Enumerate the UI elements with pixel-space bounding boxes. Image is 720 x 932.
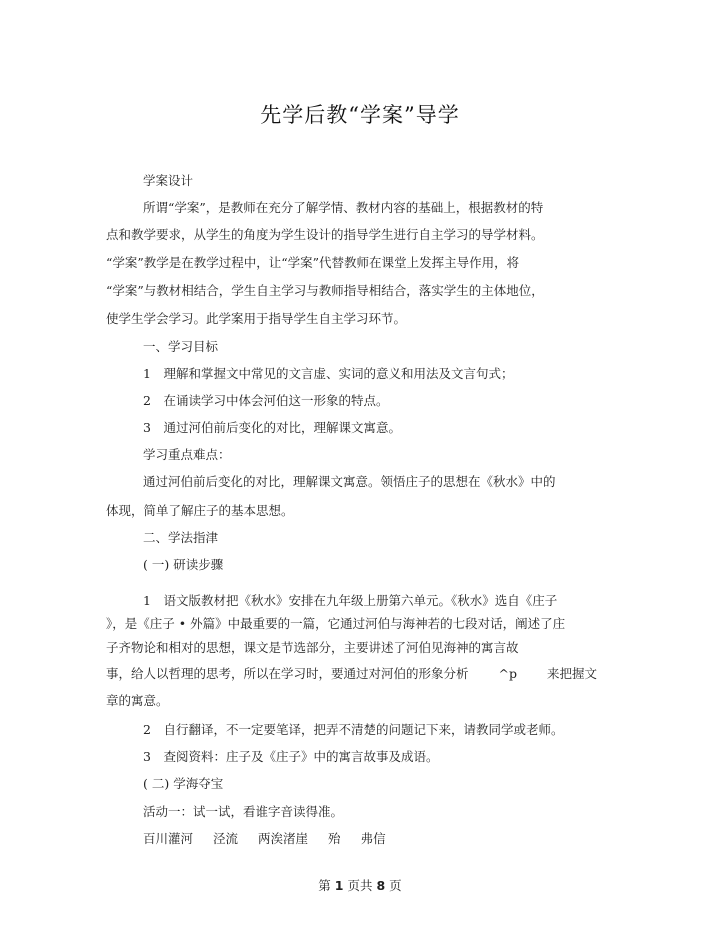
word-item: 弗信 — [360, 831, 386, 846]
word-item: 殆 — [328, 831, 341, 846]
activity-one: 活动一：试一试，看谁字音读得准。 — [143, 804, 344, 819]
section-heading-goals: 一、学习目标 — [143, 339, 219, 354]
step-item-3: 3 查阅资料：庄子及《庄子》中的寓言故事及成语。 — [143, 749, 439, 764]
step-item-2: 2 自行翻译，不一定要笔译，把弄不清楚的问题记下来，请教同学或老师。 — [143, 722, 564, 737]
paragraph-line: 体现，简单了解庄子的基本思想。 — [106, 503, 294, 518]
document-title: 先学后教“学案”导学 — [260, 103, 460, 127]
goal-item-3: 3 通过河伯前后变化的对比，理解课文寓意。 — [143, 420, 401, 435]
stray-marker: ^p — [498, 666, 517, 681]
word-item: 泾流 — [213, 831, 239, 846]
word-item: 百川灌河 — [143, 831, 194, 846]
paragraph-line: 子齐物论和相对的思想，课文是节选部分，主要讲述了河伯见海神的寓言故 — [106, 640, 519, 655]
total-page-count: 8 — [376, 878, 386, 893]
line-text: 来把握文 — [547, 666, 598, 681]
goal-item-2: 2 在诵读学习中体会河伯这一形象的特点。 — [143, 393, 389, 408]
footer-text: 页共 — [347, 878, 373, 893]
subheading-study-steps: ( 一) 研读步骤 — [143, 557, 224, 572]
section-heading-design: 学案设计 — [143, 173, 194, 188]
paragraph-line: 通过河伯前后变化的对比，理解课文寓意。领悟庄子的思想在《秋水》中的 — [143, 474, 556, 489]
goal-item-1: 1 理解和掌握文中常见的文言虚、实词的意义和用法及文言句式； — [143, 366, 514, 381]
line-text: 事，给人以哲理的思考，所以在学习时，要通过对河伯的形象分析 — [106, 666, 469, 681]
paragraph-line: 》，是《庄子 • 外篇》中最重要的一篇，它通过河伯与海神若的七段对话，阐述了庄 — [106, 616, 566, 631]
paragraph-line: 使学生学会学习。此学案用于指导学生自主学习环节。 — [106, 311, 407, 326]
page-footer — [0, 876, 720, 894]
section-heading-methods: 二、学法指津 — [143, 530, 219, 545]
step-item-1: 1 语文版教材把《秋水》安排在九年级上册第六单元。《秋水》选自《庄子 — [143, 593, 558, 608]
footer-text: 第 — [318, 878, 331, 893]
current-page-number: 1 — [334, 878, 344, 893]
pronunciation-word-list — [143, 831, 386, 847]
paragraph-line: 点和教学要求，从学生的角度为学生设计的指导学生进行自主学习的导学材料。 — [106, 227, 544, 242]
paragraph-line — [106, 666, 597, 682]
subheading-key-points: 学习重点难点： — [143, 447, 231, 462]
word-item: 两涘渚崖 — [258, 831, 309, 846]
paragraph-line: 所谓“学案”，是教师在充分了解学情、教材内容的基础上，根据教材的特 — [143, 200, 544, 215]
footer-text: 页 — [389, 878, 402, 893]
paragraph-line: 章的寓意。 — [106, 693, 169, 708]
paragraph-line: “学案”教学是在教学过程中，让“学案”代替教师在课堂上发挥主导作用，将 — [106, 255, 520, 270]
subheading-treasure: ( 二) 学海夺宝 — [143, 776, 224, 791]
paragraph-line: “学案”与教材相结合，学生自主学习与教师指导相结合，落实学生的主体地位， — [106, 283, 544, 298]
